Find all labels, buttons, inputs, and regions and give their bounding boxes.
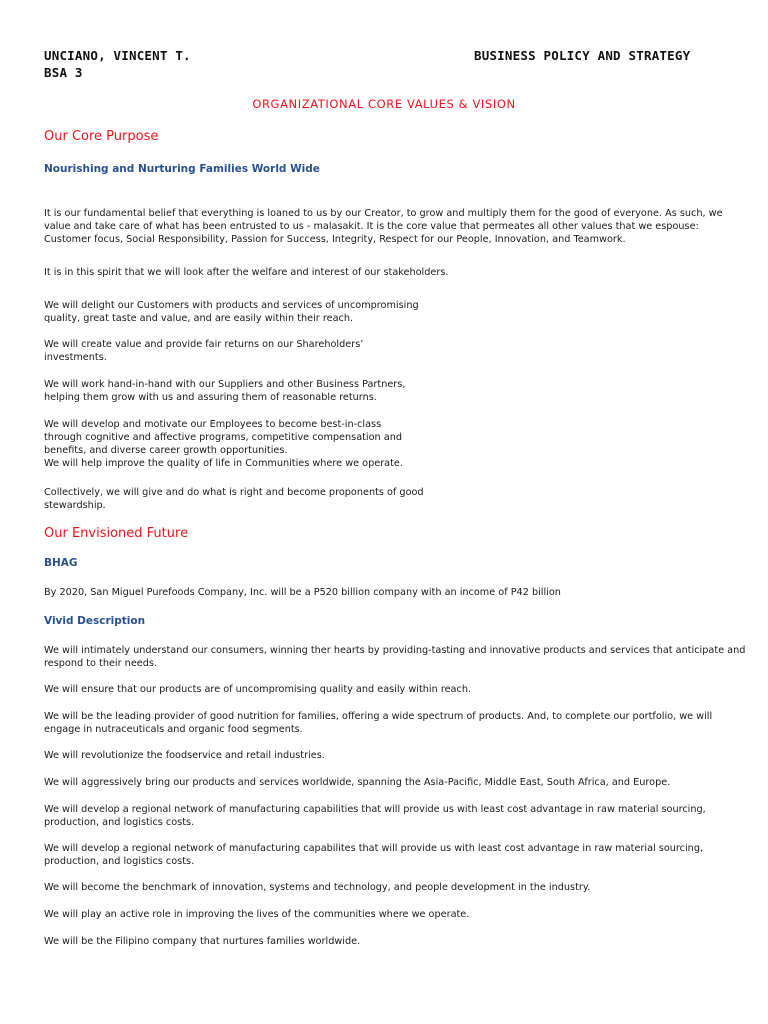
text-line: production, and logistics costs.: [44, 856, 195, 867]
employees-paragraph: [44, 418, 403, 470]
vivid-paragraph-benchmark: [44, 881, 590, 894]
vivid-paragraph-quality: [44, 683, 471, 696]
text-line: We will aggressively bring our products and services worldwide, spanning the Asia-Pacific, Middle East, South Africa, and Europe.: [44, 777, 671, 788]
bhag-heading: BHAG: [44, 557, 78, 569]
stewardship-paragraph: [44, 486, 424, 512]
spirit-paragraph: It is in this spirit that we will look after the welfare and interest of our stakeholders.: [44, 267, 449, 278]
core-purpose-subheading: Nourishing and Nurturing Families World Wide: [44, 163, 320, 175]
text-line: respond to their needs.: [44, 658, 158, 669]
text-line: helping them grow with us and assuring them of reasonable returns.: [44, 392, 377, 403]
vivid-paragraph-worldwide: [44, 776, 670, 789]
text-line: Customer focus, Social Responsibility, Passion for Success, Integrity, Respect for our People, Innovation, and Teamwork.: [44, 234, 626, 245]
text-line: We will be the Filipino company that nurtures families worldwide.: [44, 936, 361, 947]
intro-paragraph: [44, 207, 723, 246]
vivid-paragraph-foodservice: [44, 749, 325, 762]
text-line: value and take care of what has been entrusted to us - malasakit. It is the core value that permeates all other values that we espouse:: [44, 221, 699, 232]
text-line: quality, great taste and value, and are easily within their reach.: [44, 313, 354, 324]
text-line: We will help improve the quality of life in Communities where we operate.: [44, 458, 403, 469]
vivid-description-heading: Vivid Description: [44, 615, 146, 627]
suppliers-paragraph: [44, 378, 405, 404]
text-line: through cognitive and affective programs, competitive compensation and: [44, 432, 402, 443]
vivid-paragraph-manufacturing-repeat: [44, 842, 703, 868]
vivid-paragraph-manufacturing: [44, 803, 706, 829]
text-line: We will be the leading provider of good nutrition for families, offering a wide spectrum of products. And, to complete our portfolio, we will: [44, 711, 713, 722]
text-line: We will create value and provide fair returns on our Shareholders’: [44, 339, 364, 350]
author-section: BSA 3: [44, 65, 83, 80]
text-line: stewardship.: [44, 500, 106, 511]
text-line: It is our fundamental belief that everything is loaned to us by our Creator, to grow and multiply them for the good of everyone. As such, we: [44, 208, 723, 219]
text-line: We will become the benchmark of innovation, systems and technology, and people development in the industry.: [44, 882, 591, 893]
bhag-paragraph: By 2020, San Miguel Purefoods Company, Inc. will be a P520 billion company with an income of P42 billion: [44, 587, 561, 598]
text-line: production, and logistics costs.: [44, 817, 195, 828]
course-title: BUSINESS POLICY AND STRATEGY: [474, 48, 691, 63]
text-line: benefits, and diverse career growth opportunities.: [44, 445, 288, 456]
text-line: engage in nutraceuticals and organic food segments.: [44, 724, 303, 735]
text-line: We will intimately understand our consumers, winning ther hearts by providing-tasting and innovative products and services that anticipate and: [44, 645, 746, 656]
document-title: ORGANIZATIONAL CORE VALUES & VISION: [252, 97, 516, 111]
vivid-paragraph-communities: [44, 908, 469, 921]
text-line: investments.: [44, 352, 107, 363]
vivid-paragraph-consumers: [44, 644, 745, 670]
shareholders-paragraph: [44, 338, 363, 364]
author-name: UNCIANO, VINCENT T.: [44, 48, 191, 63]
envisioned-future-heading: Our Envisioned Future: [44, 526, 189, 541]
vivid-paragraph-nutrition: [44, 710, 712, 736]
text-line: We will work hand-in-hand with our Suppliers and other Business Partners,: [44, 379, 406, 390]
text-line: Collectively, we will give and do what is right and become proponents of good: [44, 487, 424, 498]
core-purpose-heading: Our Core Purpose: [44, 129, 159, 144]
customers-paragraph: [44, 299, 419, 325]
text-line: We will revolutionize the foodservice and retail industries.: [44, 750, 325, 761]
text-line: We will develop and motivate our Employees to become best-in-class: [44, 419, 382, 430]
text-line: We will develop a regional network of manufacturing capabilites that will provide us with least cost advantage in raw material sourcing,: [44, 843, 704, 854]
text-line: We will play an active role in improving the lives of the communities where we operate.: [44, 909, 470, 920]
text-line: We will develop a regional network of manufacturing capabilities that will provide us with least cost advantage in raw material sourcing,: [44, 804, 706, 815]
text-line: We will ensure that our products are of uncompromising quality and easily within reach.: [44, 684, 472, 695]
text-line: We will delight our Customers with products and services of uncompromising: [44, 300, 419, 311]
vivid-paragraph-filipino: [44, 935, 360, 948]
